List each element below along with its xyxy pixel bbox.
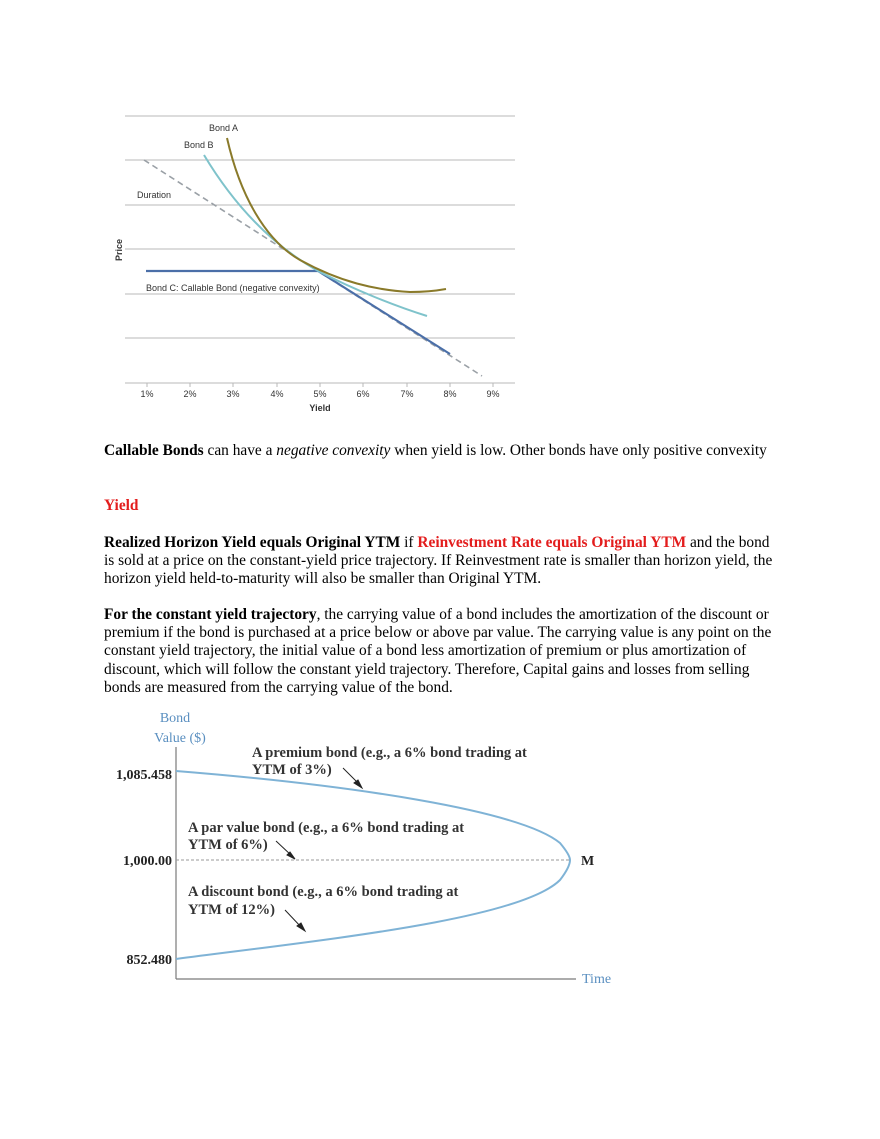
- par-bond-annotation-2: YTM of 6%): [188, 837, 268, 853]
- tick-label: 9%: [486, 389, 500, 399]
- gridlines: [125, 116, 515, 383]
- y-axis-label-bond: Bond: [159, 711, 191, 726]
- realized-horizon-paragraph: [104, 534, 776, 589]
- par-bond-annotation-1: A par value bond (e.g., a 6% bond trading at: [188, 820, 465, 836]
- constant-yield-trajectory-chart: [100, 705, 630, 995]
- constant-yield-term: For the constant yield trajectory: [104, 606, 317, 623]
- bond-c-label: Bond C: Callable Bond (negative convexity): [146, 283, 320, 293]
- premium-bond-annotation-2: YTM of 3%): [252, 762, 332, 778]
- discount-bond-annotation-2: YTM of 12%): [188, 902, 275, 918]
- text-span: can have a: [203, 442, 277, 459]
- tick-label: 5%: [313, 389, 327, 399]
- text-span: when yield is low. Other bonds have only positive convexity: [390, 442, 767, 459]
- tick-label: 2%: [183, 389, 197, 399]
- bond-a-label: Bond A: [209, 123, 239, 133]
- bond-a-curve: [227, 138, 446, 292]
- text-span: and the bond is sold at a price on the constant-yield price trajectory. If Reinvestment rate is smaller than horizon yield, the horizon yield held-to-maturity will also be smaller than Original YTM.: [104, 534, 773, 588]
- premium-bond-annotation-1: A premium bond (e.g., a 6% bond trading at: [252, 745, 527, 761]
- tick-label: 1%: [140, 389, 154, 399]
- convexity-chart: [100, 110, 530, 420]
- y-value-discount: 852.480: [126, 953, 172, 968]
- y-value-par: 1,000.00: [123, 854, 172, 869]
- tick-label: 3%: [226, 389, 240, 399]
- reinvestment-rate-term: Reinvestment Rate equals Original YTM: [417, 534, 687, 551]
- duration-label: Duration: [137, 190, 172, 200]
- x-axis-label-time: Time: [582, 972, 612, 987]
- y-axis-label: Price: [114, 238, 124, 262]
- yield-heading: Yield: [104, 497, 139, 514]
- text-span: if: [400, 534, 418, 551]
- tick-label: 4%: [270, 389, 284, 399]
- tick-label: 8%: [443, 389, 457, 399]
- negative-convexity-term: negative convexity: [276, 442, 391, 459]
- bond-b-label: Bond B: [184, 140, 214, 150]
- realized-horizon-term: Realized Horizon Yield equals Original YTM: [104, 534, 401, 551]
- x-tick-labels: [140, 389, 499, 399]
- y-axis-label-value: Value ($): [154, 731, 206, 746]
- tick-label: 7%: [400, 389, 414, 399]
- callable-bonds-term: Callable Bonds: [104, 442, 204, 459]
- constant-yield-paragraph: [104, 606, 776, 697]
- pointer-arrows: [276, 768, 362, 931]
- text-span: , the carrying value of a bond includes the amortization of the discount or premium if the bond is purchased at a price below or above par value. The carrying value is any point on the constant yield trajectory, the initial value of a bond less amortization of premium or plus amortization of discount, which will follow the constant yield trajectory. Therefore, Capital gains and losses from selling bonds are measured from the carrying value of the bond.: [104, 606, 772, 696]
- maturity-label: M: [581, 854, 595, 869]
- discount-bond-annotation-1: A discount bond (e.g., a 6% bond trading at: [188, 884, 459, 900]
- tick-label: 6%: [356, 389, 370, 399]
- x-axis-label: Yield: [309, 403, 331, 413]
- x-ticks: [147, 383, 493, 387]
- callable-bonds-paragraph: [104, 442, 776, 460]
- y-value-premium: 1,085.458: [116, 768, 172, 783]
